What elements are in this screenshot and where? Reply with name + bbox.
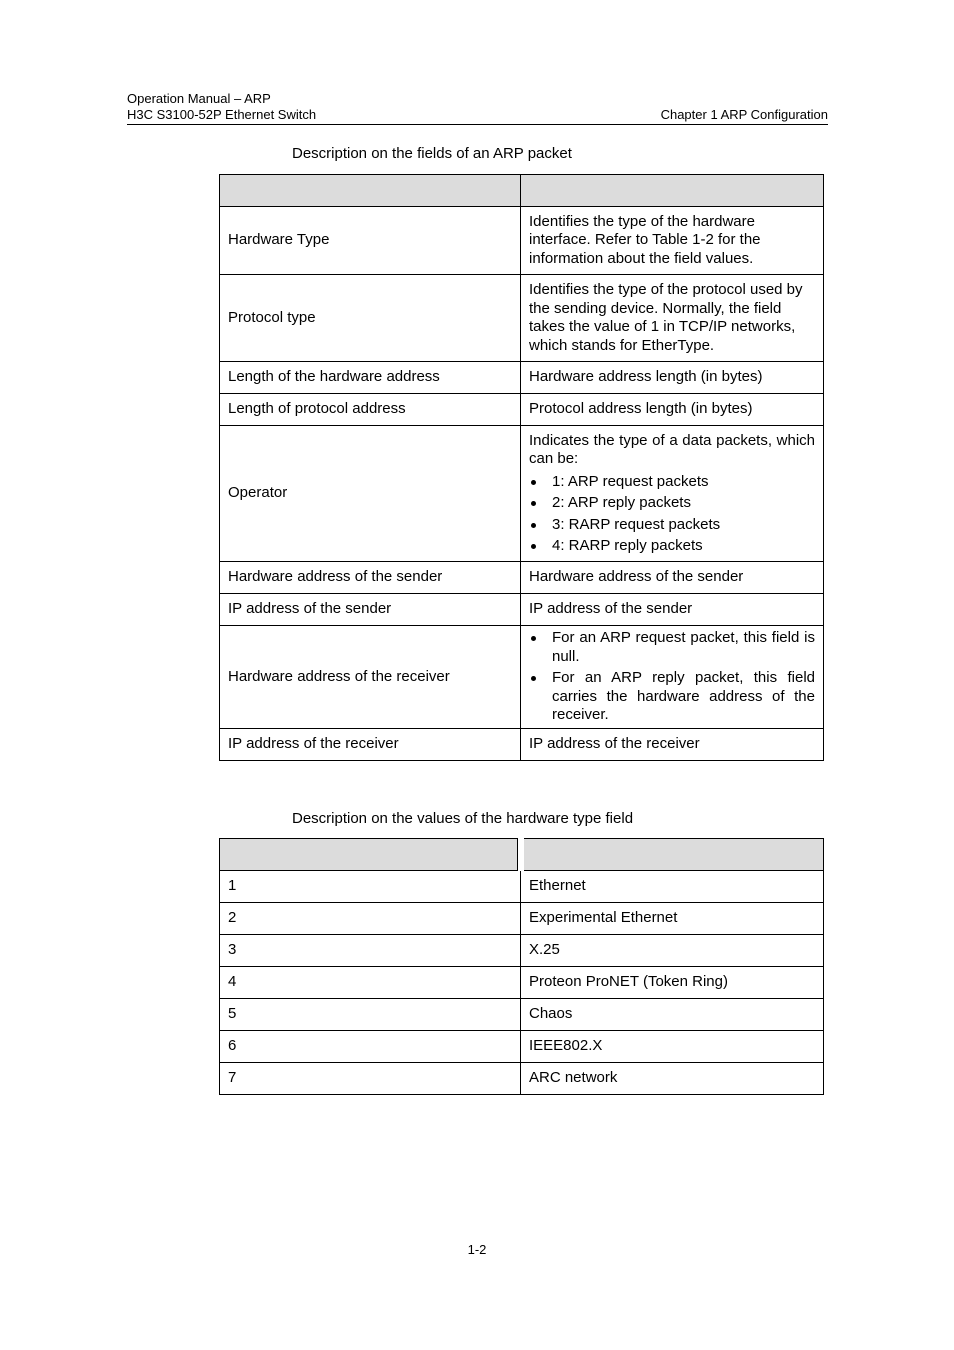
table-row: [220, 1031, 824, 1063]
value-cell: 3: [220, 935, 521, 967]
table2-caption: Description on the values of the hardware type field: [292, 810, 634, 827]
operator-intro: Indicates the type of a data packets, which can be:: [529, 431, 815, 467]
description-cell: Hardware address of the sender: [521, 562, 824, 594]
table-row: [220, 562, 824, 594]
description-cell: IEEE802.X: [521, 1031, 824, 1063]
manual-title: Operation Manual – ARP: [127, 91, 271, 106]
field-cell: Length of the hardware address: [220, 362, 521, 394]
table-row: [220, 967, 824, 999]
table1-caption: Description on the fields of an ARP packet: [292, 145, 572, 162]
description-cell: Chaos: [521, 999, 824, 1031]
field-cell: Length of protocol address: [220, 394, 521, 426]
header-rule: [127, 124, 828, 125]
arp-fields-table: [219, 174, 824, 761]
table-row: [220, 394, 824, 426]
operator-list: [529, 473, 815, 556]
header-cell-description: [521, 839, 824, 871]
list-item: 3: RARP request packets: [529, 516, 815, 535]
table-row: [220, 207, 824, 275]
list-item: 1: ARP request packets: [529, 473, 815, 492]
field-cell: IP address of the sender: [220, 594, 521, 626]
description-cell: Protocol address length (in bytes): [521, 394, 824, 426]
table-row: [220, 426, 824, 562]
field-cell: Hardware address of the sender: [220, 562, 521, 594]
description-cell: ARC network: [521, 1063, 824, 1095]
description-cell: Identifies the type of the hardware interface. Refer to Table 1-2 for the information about the field values.: [521, 207, 824, 275]
value-cell: 4: [220, 967, 521, 999]
table-row: [220, 935, 824, 967]
table-row: [220, 594, 824, 626]
table-row: [220, 871, 824, 903]
page-number: 1-2: [467, 1242, 487, 1257]
list-item: For an ARP reply packet, this field carries the hardware address of the receiver.: [529, 669, 815, 725]
table-row: [220, 1063, 824, 1095]
table-header-row: [220, 839, 824, 871]
chapter-title: Chapter 1 ARP Configuration: [660, 107, 828, 122]
header-cell-description: [521, 175, 824, 207]
description-cell: [521, 626, 824, 729]
description-cell: [521, 426, 824, 562]
description-cell: IP address of the sender: [521, 594, 824, 626]
value-cell: 1: [220, 871, 521, 903]
table-row: [220, 362, 824, 394]
field-cell: Hardware Type: [220, 207, 521, 275]
field-cell: Protocol type: [220, 275, 521, 362]
header-cell-value: [220, 839, 521, 871]
list-item: 2: ARP reply packets: [529, 494, 815, 513]
description-cell: Proteon ProNET (Token Ring): [521, 967, 824, 999]
description-cell: X.25: [521, 935, 824, 967]
hardware-type-table: [219, 838, 824, 1095]
field-cell: Hardware address of the receiver: [220, 626, 521, 729]
table-row: [220, 999, 824, 1031]
value-cell: 7: [220, 1063, 521, 1095]
table-row: [220, 903, 824, 935]
description-cell: Identifies the type of the protocol used by the sending device. Normally, the field takes the value of 1 in TCP/IP networks, which stands for EtherType.: [521, 275, 824, 362]
value-cell: 2: [220, 903, 521, 935]
header-cell-field: [220, 175, 521, 207]
description-cell: Hardware address length (in bytes): [521, 362, 824, 394]
table-row: [220, 626, 824, 729]
value-cell: 6: [220, 1031, 521, 1063]
product-name: H3C S3100-52P Ethernet Switch: [127, 107, 317, 122]
field-cell: IP address of the receiver: [220, 729, 521, 761]
list-item: 4: RARP reply packets: [529, 537, 815, 556]
description-cell: Ethernet: [521, 871, 824, 903]
receiver-list: [529, 629, 815, 725]
list-item: For an ARP request packet, this field is null.: [529, 629, 815, 666]
header-left: [127, 91, 316, 123]
value-cell: 5: [220, 999, 521, 1031]
description-cell: Experimental Ethernet: [521, 903, 824, 935]
field-cell: Operator: [220, 426, 521, 562]
table-row: [220, 275, 824, 362]
table-header-row: [220, 175, 824, 207]
table-row: [220, 729, 824, 761]
description-cell: IP address of the receiver: [521, 729, 824, 761]
